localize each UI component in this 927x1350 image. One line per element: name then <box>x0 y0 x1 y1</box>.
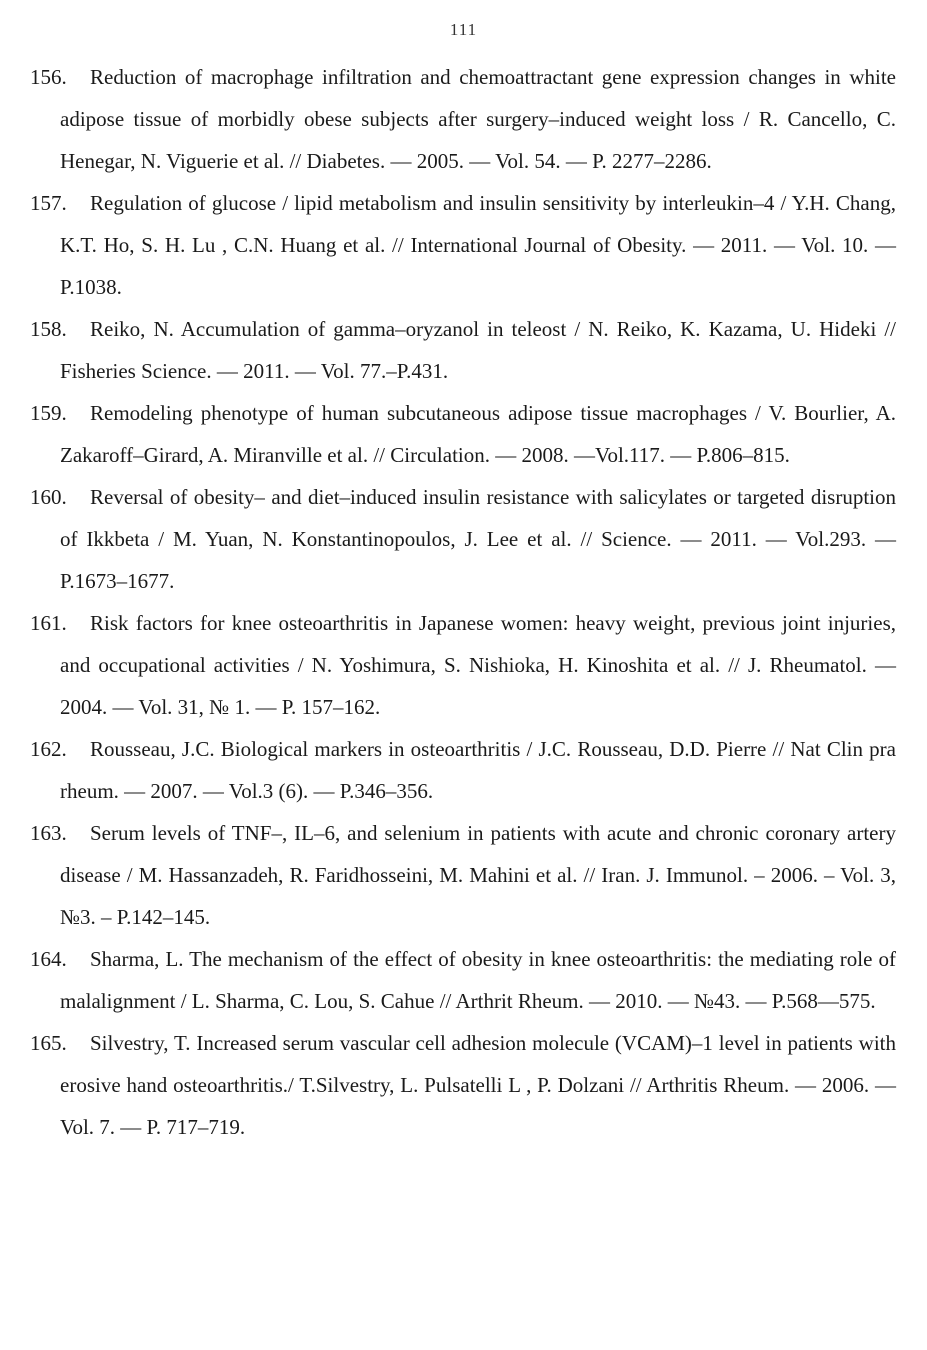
reference-text: Remodeling phenotype of human subcutaneous adipose tissue macrophages / V. Bourlier, A. Zakaroff–Girard, A. Miranville et al. // Circulation. — 2008. —Vol.117. — P.806–815. <box>60 401 896 467</box>
reference-number: 159. <box>30 401 67 425</box>
reference-text: Reduction of macrophage infiltration and chemoattractant gene expression changes in white adipose tissue of morbidly obese subjects after surgery–induced weight loss / R. Cancello, C. Henegar, N. Viguerie et al. // Diabetes. — 2005. — Vol. 54. — P. 2277–2286. <box>60 65 896 173</box>
reference-text: Serum levels of TNF–, IL–6, and selenium in patients with acute and chronic coronary artery disease / M. Hassanzadeh, R. Faridhosseini, M. Mahini et al. // Iran. J. Immunol. – 2006. – Vol. 3, №3. – P.142–145. <box>60 821 896 929</box>
reference-text: Reiko, N. Accumulation of gamma–oryzanol in teleost / N. Reiko, K. Kazama, U. Hideki // Fisheries Science. — 2011. — Vol. 77.–P.431. <box>60 317 896 383</box>
reference-text: Rousseau, J.C. Biological markers in osteoarthritis / J.C. Rousseau, D.D. Pierre // Nat Clin pra rheum. — 2007. — Vol.3 (6). — P.346–356. <box>60 737 896 803</box>
reference-item-157 <box>30 182 896 308</box>
reference-item-156 <box>30 56 896 182</box>
reference-list <box>30 56 896 1148</box>
reference-item-158 <box>30 308 896 392</box>
reference-text: Sharma, L. The mechanism of the effect of obesity in knee osteoarthritis: the mediating role of malalignment / L. Sharma, C. Lou, S. Cahue // Arthrit Rheum. — 2010. — №43. — P.568—575. <box>60 947 896 1013</box>
reference-text: Regulation of glucose / lipid metabolism and insulin sensitivity by interleukin–4 / Y.H. Chang, K.T. Ho, S. H. Lu , C.N. Huang et al. // International Journal of Obesity. — 2011. — Vol. 10. — P.1038. <box>60 191 896 299</box>
reference-item-160 <box>30 476 896 602</box>
page-number: 111 <box>449 20 478 39</box>
reference-item-163 <box>30 812 896 938</box>
reference-number: 165. <box>30 1031 67 1055</box>
reference-text: Risk factors for knee osteoarthritis in Japanese women: heavy weight, previous joint injuries, and occupational activities / N. Yoshimura, S. Nishioka, H. Kinoshita et al. // J. Rheumatol. — 2004. — Vol. 31, № 1. — P. 157–162. <box>60 611 896 719</box>
reference-item-159 <box>30 392 896 476</box>
reference-number: 164. <box>30 947 67 971</box>
reference-number: 161. <box>30 611 67 635</box>
reference-number: 156. <box>30 65 67 89</box>
reference-item-165 <box>30 1022 896 1148</box>
reference-item-164 <box>30 938 896 1022</box>
reference-number: 163. <box>30 821 67 845</box>
reference-item-162 <box>30 728 896 812</box>
reference-item-161 <box>30 602 896 728</box>
reference-number: 157. <box>30 191 67 215</box>
reference-text: Reversal of obesity– and diet–induced insulin resistance with salicylates or targeted disruption of Ikkbeta / M. Yuan, N. Konstantinopoulos, J. Lee et al. // Science. — 2011. — Vol.293. — P.1673–1677. <box>60 485 896 593</box>
reference-number: 160. <box>30 485 67 509</box>
reference-number: 158. <box>30 317 67 341</box>
reference-text: Silvestry, T. Increased serum vascular cell adhesion molecule (VCAM)–1 level in patients with erosive hand osteoarthritis./ T.Silvestry, L. Pulsatelli L , P. Dolzani // Arthritis Rheum. — 2006. — Vol. 7. — P. 717–719. <box>60 1031 896 1139</box>
reference-number: 162. <box>30 737 67 761</box>
